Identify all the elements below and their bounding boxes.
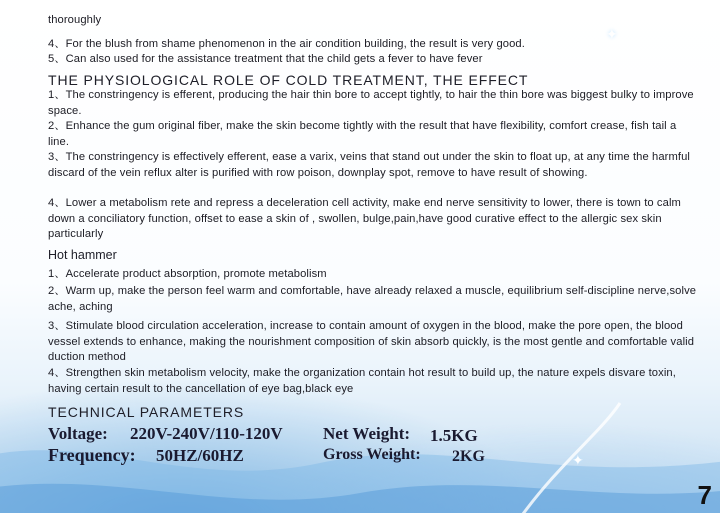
page-number: 7 <box>697 480 712 510</box>
sparkle-icon: ✦ <box>606 26 618 42</box>
list-item: 4、Lower a metabolism rete and repress a deceleration cell activity, make end nerve sensitivity to lower, there is town to calm down a conciliatory function, offset to ease a skin of , swollen, bulge,pain,have good curative effect to the allergic sex skin particularly <box>48 197 681 240</box>
voltage-label: Voltage: <box>48 424 108 443</box>
list-item: 2、Enhance the gum original fiber, make the skin become tightly with the result that have flexibility, comfort crease, fish tail a line. <box>48 120 677 148</box>
frequency-value: 50HZ/60HZ <box>156 446 244 465</box>
list-item: 1、The constringency is efferent, producing the hair thin bore to accept tightly, to hair the thin bore was biggest bulky to improve space. <box>48 89 694 117</box>
list-item: 1、Accelerate product absorption, promote metabolism <box>48 268 327 280</box>
list-item: 2、Warm up, make the person feel warm and comfortable, have already relaxed a muscle, equilibrium self-discipline nerve,solve ache, aching <box>48 285 697 313</box>
list-item: 4、Strengthen skin metabolism velocity, make the organization contain hot result to build up, the nature expels disvare toxin, having certain result to the cancellation of eye bag,black eye <box>48 367 676 395</box>
intro-tail: thoroughly <box>48 14 102 26</box>
gross-weight-value: 2KG <box>452 448 485 465</box>
list-item: 4、For the blush from shame phenomenon in the air condition building, the result is very good. <box>48 38 525 50</box>
section-heading-technical: TECHNICAL PARAMETERS <box>48 404 245 420</box>
list-item: 3、The constringency is effectively efferent, ease a varix, veins that stand out under the skin to float up, at any time the harmful discard of the vein reflux alter is purified with row poison, downplay spot, remove to have result of showing. <box>48 151 691 179</box>
list-item: 5、Can also used for the assistance treatment that the child gets a fever to have fever <box>48 53 483 65</box>
list-item: 3、Stimulate blood circulation acceleration, increase to contain amount of oxygen in the blood, make the pore open, the blood vessel extends to enhance, making the nourishment composition of skin absorb quickly, is the most gentle and comfortable valid duction method <box>48 320 695 363</box>
net-weight-label: Net Weight: <box>323 424 411 443</box>
net-weight-value: 1.5KG <box>430 426 478 445</box>
section-heading-hot-hammer: Hot hammer <box>48 248 117 262</box>
sparkle-icon: ✦ <box>572 452 584 468</box>
voltage-value: 220V-240V/110-120V <box>130 424 283 443</box>
gross-weight-label: Gross Weight: <box>323 446 421 463</box>
frequency-label: Frequency: <box>48 445 136 465</box>
section-heading-physiological: THE PHYSIOLOGICAL ROLE OF COLD TREATMENT, THE EFFECT <box>48 72 529 88</box>
